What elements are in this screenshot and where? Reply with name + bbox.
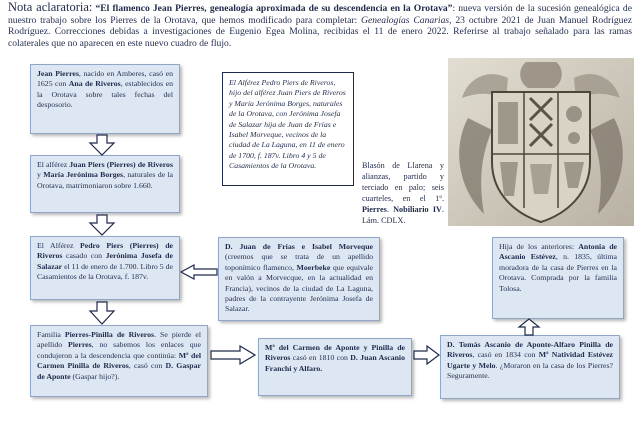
box7-text-1: Hija de los anteriores: (499, 242, 579, 251)
explanatory-note (8, 2, 632, 49)
note-text-2: , 23 octubre 2021 de Juan Manuel Rodríguez Rodríguez. Correcciones debidas a investigaciones de Eugenio Egea Molina, recibidas el 11 de enero 2022. Referirse al trabajo señalado para las ramas colaterales que no aparecen en este nuevo cuadro de flujo. (8, 14, 632, 49)
box-pedro-piers (30, 236, 180, 300)
box6-text-3: Mª Natividad Estévez Ugarte y Melo (447, 350, 613, 370)
box5-text-2: casó en 1810 con (290, 353, 351, 363)
box4-text-8: D. Gaspar de Aponte (37, 361, 201, 381)
box-carmen-aponte (258, 338, 412, 396)
box-juan-piers (30, 155, 180, 213)
box1-text-2: , nacido en Amberes, casó en 1625 con (37, 69, 173, 89)
box-frias-morveque (218, 237, 380, 321)
box-pierres-pinilla (30, 325, 208, 397)
box3-text-1: El Alférez (37, 241, 80, 250)
box-antonia-ascanio (492, 237, 624, 319)
box4-text-7: , casó con (128, 361, 166, 371)
box6-text-4: . ¿Moraron en la casa de los Pierres? Seguramente. (447, 360, 613, 381)
box2-text-2: Juan Piers (Pierres) de Riveros (69, 160, 173, 169)
box7-text-2: Antonia de Ascanio Estévez (499, 242, 618, 262)
box4-text-9: (Gaspar hijo?). (70, 371, 120, 381)
note-journal: Genealogías Canarias (361, 14, 450, 26)
box8-text-1: D. Juan de Frías e Isabel Morveque (225, 242, 373, 251)
caption-text-1: Blasón de Llarena y alianzas, partido y terciado en palo; seis cuarteles, en el 1º. (362, 161, 444, 203)
coat-of-arms-drawing (448, 58, 634, 226)
box-jean-pierres (30, 64, 180, 134)
box3-text-5: el 11 de enero de 1.700. Libro 5 de Casamientos de la Orotava, f. 187v. (37, 261, 173, 282)
box1-text-4: , establecidos en la Orotava sobre tales fechas del desposorio. (37, 79, 173, 110)
box6-text-2: , casó en 1834 con (472, 350, 539, 360)
box4-text-1: Familia (37, 330, 65, 339)
box4-text-3: . Se pierde el apellido (37, 330, 202, 350)
box2-text-5: , naturales de la Orotava, matrimoniaron sobre 1.660. (37, 170, 173, 190)
box3-text-3: casado con (62, 251, 106, 261)
box2-text-3: y (37, 170, 44, 180)
box4-text-5: , no sabemos los enlaces que condujeron a la descendencia que continúa: (37, 340, 201, 360)
box8-text-4: que equivale en valón a Morvecque, en la actualidad en Francia), vecinos de la ciudad de La Laguna, padres de la contrayente Jerónima Josefa de Salazar. (225, 262, 373, 314)
arrow-down-1 (88, 134, 116, 156)
box8-text-3: Moerbeke (296, 262, 331, 272)
box1-text-3: Ana de Riveros (68, 79, 121, 89)
box4-text-2: Pierres-Pinilla de Riveros (64, 330, 155, 339)
coat-of-arms-caption (362, 160, 444, 226)
box8-text-2: (creemos que se trata de un apellido toponímico flamenco, (225, 252, 373, 272)
note-title: “El flamenco Jean Pierres, genealogía aproximada de su descendencia en la Orotava” (95, 3, 453, 14)
arrow-right-1 (210, 345, 256, 365)
arrow-right-2 (413, 345, 440, 365)
box1-text-1: Jean Pierres (37, 69, 79, 78)
arrow-left (180, 264, 218, 280)
box5-text-1: Mª del Carmen de Aponte y Pinilla de Riveros (265, 343, 405, 363)
note-text-1: : nueva versión de la sucesión genealógica de nuestro trabajo sobre los Pierres de la Orotava, que hemos modificado para completar: (8, 3, 632, 26)
box3-text-2: Pedro Piers (Pierres) de Riveros (37, 241, 173, 261)
arrow-down-2 (88, 214, 116, 236)
caption-text-5: . Lám. CDLX. (362, 205, 444, 225)
caption-text-4: Nobiliario IV (393, 205, 442, 214)
box2-text-4: María Jerónima Borges (43, 170, 124, 180)
box-tomas-ascanio (440, 335, 620, 399)
box5-text-3: D. Juan Ascanio Franchi y Alfaro. (265, 353, 405, 373)
box4-text-4: Pierres (68, 340, 92, 350)
box6-text-1: D. Tomás Ascanio de Aponte-Alfaro Pinilla de Riveros (447, 340, 613, 360)
caption-text-2: Pierres (362, 205, 387, 214)
note-lead: Nota aclaratoria: (8, 0, 93, 14)
caption-text-3: . (386, 205, 394, 214)
arrow-up (517, 318, 541, 336)
arrow-down-3 (88, 301, 116, 325)
box3-text-4: Jerónima Josefa de Salazar (37, 251, 173, 271)
box7-text-3: , n. 1835, última moradora de la casa de Pierres en la Orotava. Comprada por la familia Tolosa. (499, 252, 617, 293)
box4-text-6: Mª del Carmen Pinilla de Riveros (37, 350, 201, 371)
coat-of-arms-image (448, 58, 634, 226)
italic-record-box: El Alférez Pedro Piers de Riveros, hijo del alférez Juan Piers de Riveros y María Jerónima Borges, naturales de la Orotava, con Jerónima Josefa de Salazar hija de Juan de Frías e Isabel Morveque, vecinos de la ciudad de La Laguna, en 11 de enero de 1700, f. 187v. Libro 4 y 5 de Casamientos de la Orotava. (222, 72, 354, 186)
box2-text-1: El alférez (37, 160, 70, 169)
